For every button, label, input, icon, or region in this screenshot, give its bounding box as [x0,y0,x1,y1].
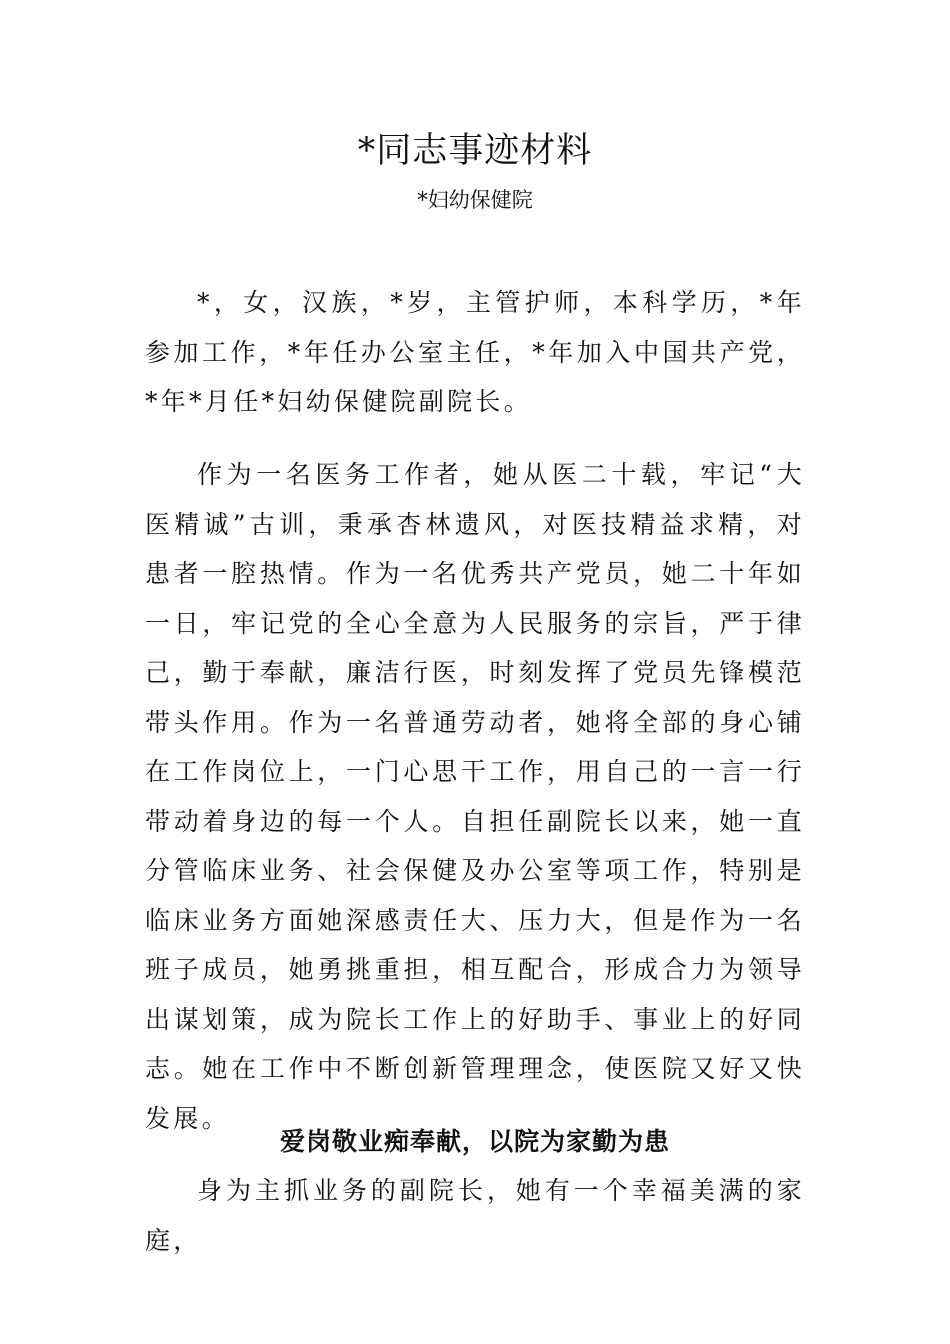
paragraph-intro: *，女，汉族，*岁，主管护师，本科学历，*年参加工作，*年任办公室主任，*年加入中国共产党， *年*月任*妇幼保健院副院长。 [145,288,805,416]
document-subtitle: *妇幼保健院 [417,188,533,212]
paragraph-section-start: 身为主抓业务的副院长，她有一个幸福美满的家庭， [145,1176,805,1255]
section-heading: 爱岗敬业痴奉献，以院为家勤为患 [279,1127,670,1156]
paragraph-summary: 作为一名医务工作者，她从医二十载，牢记“大医精诚”古训，秉承杏林遗风，对医技精益求精，对患者一腔热情。作为一名优秀共产党员，她二十年如一日，牢记党的全心全意为人民服务的宗旨，严于律己，勤于奉献，廉洁行医，时刻发挥了党员先锋模范带头作用。作为一名普通劳动者，她将全部的身心铺在工作岗位上，一门心思干工作，用自己的一言一行带动着身边的每一个人。自担任副院长以来，她一直分管临床业务、社会保健及办公室等项工作，特别是临床业务方面她深感责任大、压力大，但是作为一名班子成员，她勇挑重担，相互配合，形成合力为领导出谋划策，成为院长工作上的好助手、事业上的好同志。她在工作中不断创新管理理念，使医院又好又快发展。 [145,460,805,1133]
document-title: *同志事迹材料 [357,131,593,171]
